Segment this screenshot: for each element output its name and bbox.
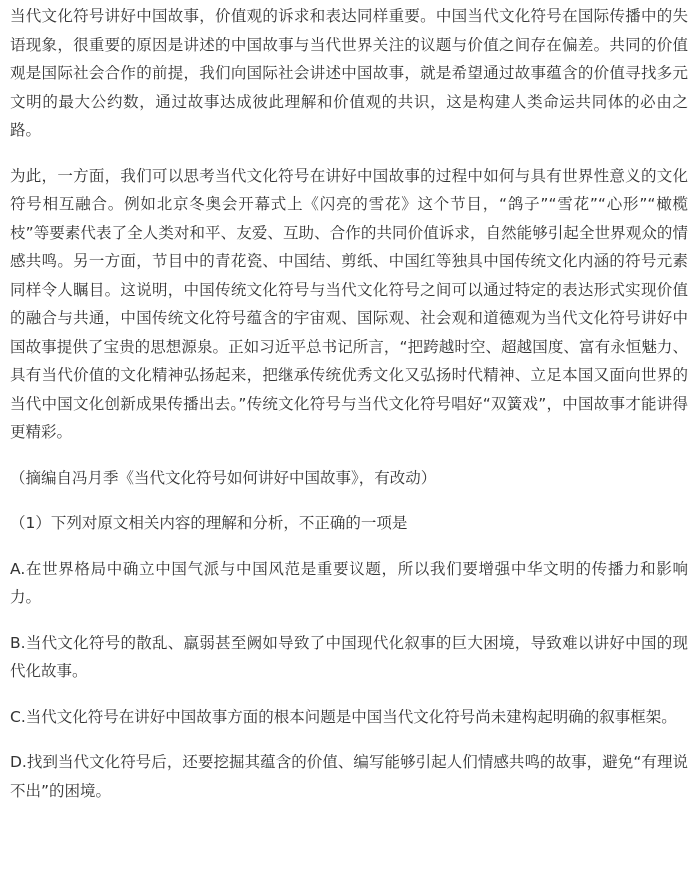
paragraph-2: 为此，一方面，我们可以思考当代文化符号在讲好中国故事的过程中如何与具有世界性意义的文化符号相互融合。例如北京冬奥会开幕式上《闪亮的雪花》这个节目，“鸽子”“雪花”“心形”“橄榄枝”等要素代表了全人类对和平、友爱、互助、合作的共同价值诉求，自然能够引起全世界观众的情感共鸣。另一方面，节目中的青花瓷、中国结、剪纸、中国红等独具中国传统文化内涵的符号元素同样令人瞩目。这说明，中国传统文化符号与当代文化符号之间可以通过特定的表达形式实现价值的融合与共通，中国传统文化符号蕴含的宇宙观、国际观、社会观和道德观为当代文化符号讲好中国故事提供了宝贵的思想源泉。正如习近平总书记所言，“把跨越时空、超越国度、富有永恒魅力、具有当代价值的文化精神弘扬起来，把继承传统优秀文化又弘扬时代精神、立足本国又面向世界的当代中国文化创新成果传播出去。”传统文化符号与当代文化符号唱好“双簧戏”，中国故事才能讲得更精彩。	[10, 166, 688, 441]
option-c[interactable]: C.当代文化符号在讲好中国故事方面的根本问题是中国当代文化符号尚未建构起明确的叙事框架。	[10, 707, 677, 726]
question-stem: （1）下列对原文相关内容的理解和分析，不正确的一项是	[10, 514, 408, 532]
option-d[interactable]: D.找到当代文化符号后，还要挖掘其蕴含的价值、编写能够引起人们情感共鸣的故事，避免“有理说不出”的困境。	[10, 753, 688, 800]
paragraph-1: 当代文化符号讲好中国故事，价值观的诉求和表达同样重要。中国当代文化符号在国际传播中的失语现象，很重要的原因是讲述的中国故事与当代世界关注的议题与价值之间存在偏差。共同的价值观是国际社会合作的前提，我们向国际社会讲述中国故事，就是希望通过故事蕴含的价值寻找多元文明的最大公约数，通过故事达成彼此理解和价值观的共识，这是构建人类命运共同体的必由之路。	[10, 7, 688, 139]
option-b[interactable]: B.当代文化符号的散乱、羸弱甚至阙如导致了中国现代化叙事的巨大困境，导致难以讲好中国的现代化故事。	[10, 633, 688, 680]
option-a[interactable]: A.在世界格局中确立中国气派与中国风范是重要议题，所以我们要增强中华文明的传播力和影响力。	[10, 559, 688, 606]
source-note: （摘编自冯月季《当代文化符号如何讲好中国故事》，有改动）	[10, 468, 437, 487]
